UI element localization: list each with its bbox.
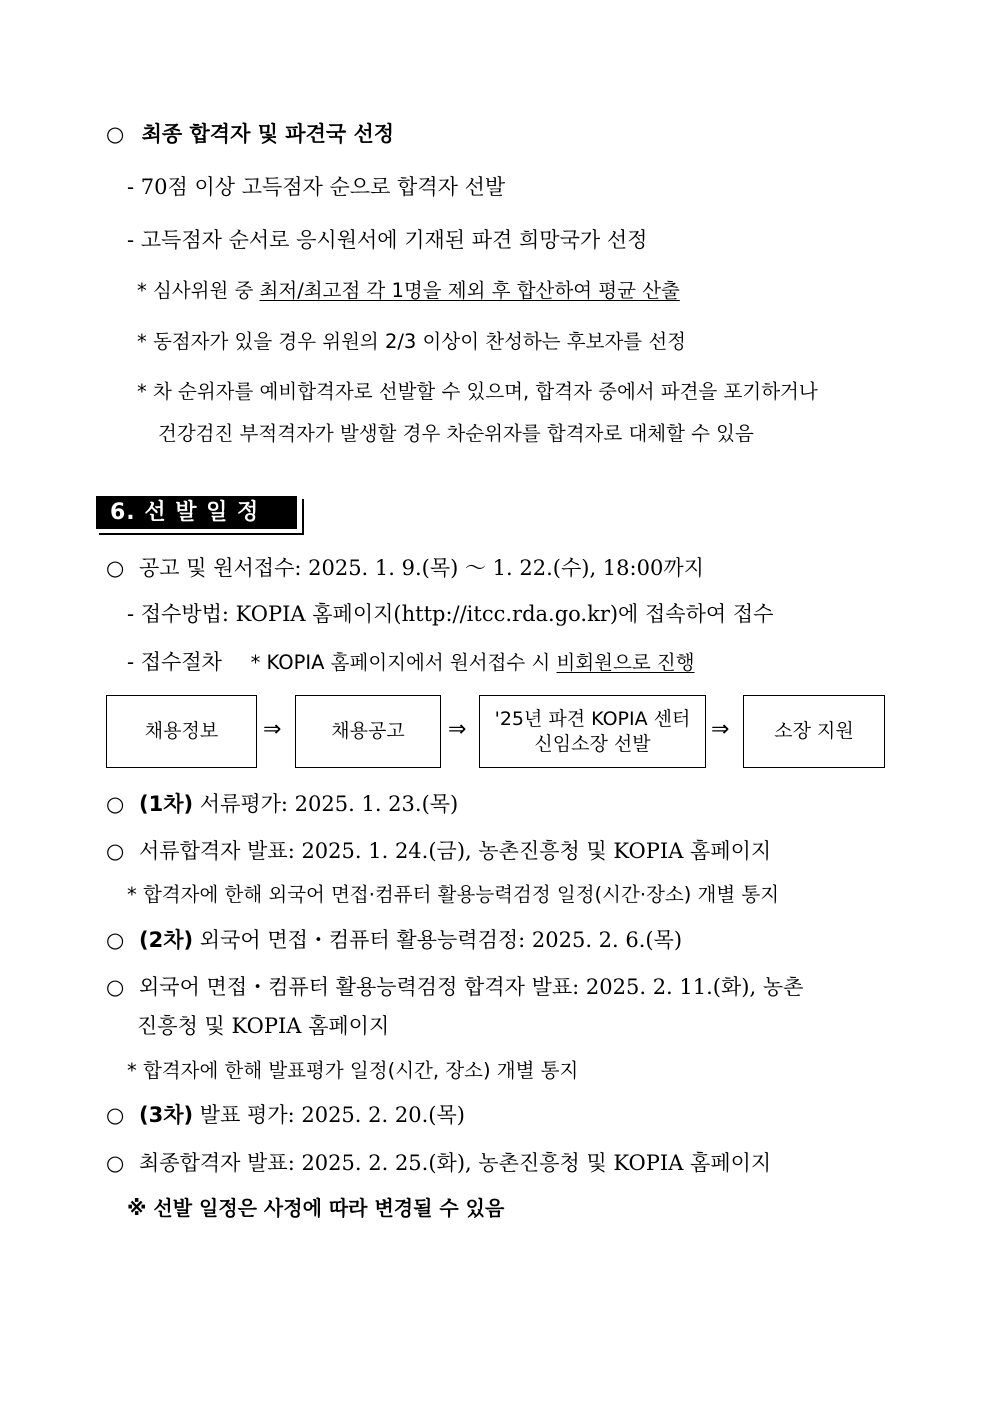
note-reserve-line1: * 차 순위자를 예비합격자로 선발할 수 있으며, 합격자 중에서 파견을 포기하거나 — [137, 380, 818, 403]
flow-arrow-2: ⇒ — [448, 717, 467, 742]
doc-result-line — [106, 837, 771, 865]
round2-label: (2차) — [139, 928, 194, 952]
bullet-circle: ○ — [106, 1103, 125, 1127]
flow-step-job-posting: 채용공고 — [295, 695, 441, 768]
bullet-circle: ○ — [106, 792, 125, 816]
bullet-circle: ○ — [106, 121, 125, 146]
note-prefix: * 심사위원 중 — [137, 279, 260, 302]
bullet-circle: ○ — [106, 556, 125, 580]
flow-step-selection-line2: 신임소장 선발 — [534, 732, 651, 755]
round1-line — [106, 790, 458, 818]
flow-step-selection — [479, 695, 706, 768]
note-score-average — [137, 277, 680, 305]
lang-result-line2: 진흥청 및 KOPIA 홈페이지 — [137, 1014, 390, 1038]
lang-result-text: 외국어 면접・컴퓨터 활용능력검정 합격자 발표: 2025. 2. 11.(화), 농촌 — [139, 975, 804, 999]
procedure-note-prefix: * KOPIA 홈페이지에서 원서접수 시 — [250, 651, 557, 674]
flow-step-selection-line1: '25년 파견 KOPIA 센터 — [494, 707, 691, 730]
round2-text: 외국어 면접・컴퓨터 활용능력검정: 2025. 2. 6.(목) — [193, 928, 683, 952]
bullet-circle: ○ — [106, 928, 125, 952]
final-note: ※ 선발 일정은 사정에 따라 변경될 수 있음 — [127, 1196, 505, 1220]
note-reserve-line2: 건강검진 부적격자가 발생할 경우 차순위자를 합격자로 대체할 수 있음 — [158, 422, 754, 445]
flow-step-job-info: 채용정보 — [106, 695, 257, 768]
flow-step-apply: 소장 지원 — [743, 695, 885, 768]
note-underlined: 최저/최고점 각 1명을 제외 후 합산하여 평균 산출 — [259, 279, 680, 302]
lang-note: * 합격자에 한해 발표평가 일정(시간, 장소) 개별 통지 — [127, 1059, 579, 1082]
criteria-item-1: - 70점 이상 고득점자 순으로 합격자 선발 — [127, 175, 506, 199]
final-result-line — [106, 1149, 771, 1177]
round3-text: 발표 평가: 2025. 2. 20.(목) — [193, 1103, 465, 1127]
round3-line — [106, 1101, 465, 1129]
round2-line — [106, 926, 682, 954]
bullet-circle: ○ — [106, 839, 125, 863]
procedure-label: - 접수절차 — [127, 650, 222, 674]
final-result-text: 최종합격자 발표: 2025. 2. 25.(화), 농촌진흥청 및 KOPIA 홈페이지 — [139, 1151, 772, 1175]
procedure-note-underlined: 비회원으로 진행 — [556, 651, 695, 674]
note-tie-break: * 동점자가 있을 경우 위원의 2/3 이상이 찬성하는 후보자를 선정 — [137, 330, 687, 353]
section-title-line — [106, 120, 394, 148]
procedure-line — [127, 648, 695, 677]
flow-arrow-1: ⇒ — [263, 717, 282, 742]
section-heading: 6. 선 발 일 정 — [96, 496, 297, 529]
method-line: - 접수방법: KOPIA 홈페이지(http://itcc.rda.go.kr)에 접속하여 접수 — [127, 602, 774, 626]
section-title: 최종 합격자 및 파견국 선정 — [141, 122, 395, 146]
announce-text: 공고 및 원서접수: 2025. 1. 9.(목) ～ 1. 22.(수), 18:00까지 — [139, 556, 704, 580]
lang-result-line1 — [106, 973, 803, 1001]
announce-line — [106, 554, 704, 582]
round1-text: 서류평가: 2025. 1. 23.(목) — [193, 792, 459, 816]
bullet-circle: ○ — [106, 1151, 125, 1175]
round3-label: (3차) — [139, 1103, 194, 1127]
flow-arrow-3: ⇒ — [711, 717, 730, 742]
doc-result-text: 서류합격자 발표: 2025. 1. 24.(금), 농촌진흥청 및 KOPIA 홈페이지 — [139, 839, 772, 863]
round1-label: (1차) — [139, 792, 194, 816]
bullet-circle: ○ — [106, 975, 125, 999]
doc-note: * 합격자에 한해 외국어 면접·컴퓨터 활용능력검정 일정(시간·장소) 개별 통지 — [127, 883, 780, 906]
criteria-item-2: - 고득점자 순서로 응시원서에 기재된 파견 희망국가 선정 — [127, 228, 648, 252]
